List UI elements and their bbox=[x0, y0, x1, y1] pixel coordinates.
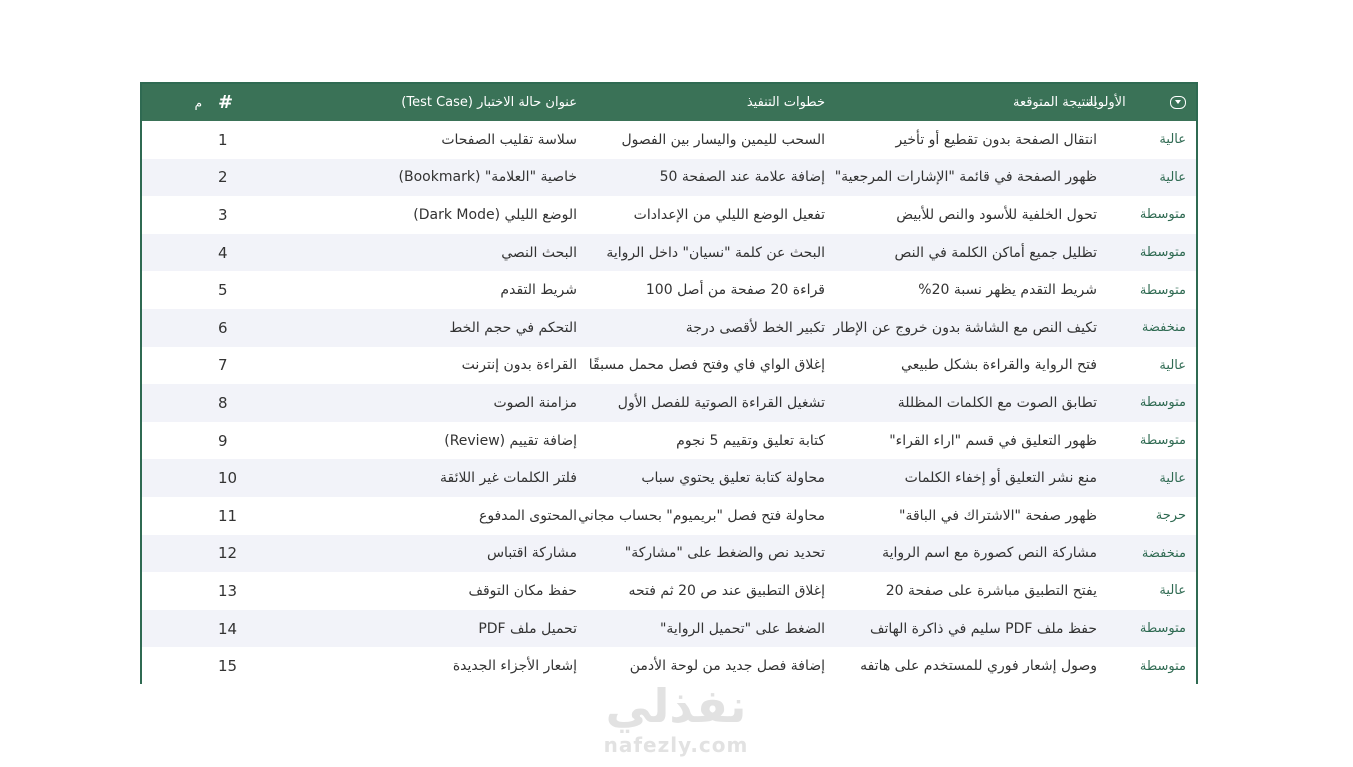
cell-steps: إغلاق التطبيق عند ص 20 ثم فتحه bbox=[628, 582, 825, 599]
cell-title: مشاركة اقتباس bbox=[486, 545, 577, 562]
cell-expected: يفتح التطبيق مباشرة على صفحة 20 bbox=[885, 582, 1097, 599]
cell-num: 4 bbox=[218, 243, 228, 262]
cell-num: 11 bbox=[218, 506, 238, 525]
cell-num: 12 bbox=[218, 544, 238, 563]
cell-expected: حفظ ملف PDF سليم في ذاكرة الهاتف bbox=[869, 620, 1097, 637]
cell-title: حفظ مكان التوقف bbox=[468, 582, 577, 599]
table-row bbox=[142, 347, 1196, 385]
header-priority-label: الأولوية bbox=[1087, 95, 1126, 110]
cell-expected: تحول الخلفية للأسود والنص للأبيض bbox=[896, 206, 1097, 223]
test-cases-table bbox=[140, 82, 1198, 684]
cell-priority: عالية bbox=[1159, 169, 1186, 185]
cell-num: 5 bbox=[218, 281, 228, 300]
cell-num: 13 bbox=[218, 581, 238, 600]
table-row bbox=[142, 121, 1196, 159]
cell-steps: إضافة فصل جديد من لوحة الأدمن bbox=[629, 658, 825, 675]
watermark bbox=[596, 678, 756, 756]
cell-steps: السحب لليمين واليسار بين الفصول bbox=[621, 131, 825, 148]
table-row bbox=[142, 234, 1196, 272]
cell-steps: كتابة تعليق وتقييم 5 نجوم bbox=[676, 432, 825, 449]
table-row bbox=[142, 572, 1196, 610]
cell-priority: متوسطة bbox=[1139, 282, 1186, 298]
cell-priority: متوسطة bbox=[1139, 245, 1186, 261]
cell-priority: متوسطة bbox=[1139, 433, 1186, 449]
cell-num: 10 bbox=[218, 469, 238, 488]
cell-priority: عالية bbox=[1159, 132, 1186, 148]
watermark-latin: nafezly.com bbox=[603, 733, 749, 757]
cell-m bbox=[142, 647, 212, 685]
header-priority[interactable] bbox=[1087, 84, 1196, 121]
table-body bbox=[142, 121, 1196, 685]
cell-priority: متوسطة bbox=[1139, 621, 1186, 637]
cell-m bbox=[142, 384, 212, 422]
table-row bbox=[142, 309, 1196, 347]
cell-title: إشعار الأجزاء الجديدة bbox=[452, 658, 577, 675]
cell-m bbox=[142, 309, 212, 347]
cell-expected: ظهور صفحة "الاشتراك في الباقة" bbox=[899, 507, 1097, 524]
cell-priority: متوسطة bbox=[1139, 658, 1186, 674]
cell-steps: تحديد نص والضغط على "مشاركة" bbox=[624, 545, 825, 562]
header-expected[interactable]: النتيجة المتوقعة bbox=[1012, 95, 1097, 110]
cell-priority: عالية bbox=[1159, 470, 1186, 486]
header-title[interactable]: عنوان حالة الاختبار (Test Case) bbox=[401, 95, 577, 110]
cell-expected: تطابق الصوت مع الكلمات المظللة bbox=[897, 394, 1097, 411]
cell-steps: تشغيل القراءة الصوتية للفصل الأول bbox=[617, 394, 825, 411]
cell-m bbox=[142, 572, 212, 610]
cell-title: فلتر الكلمات غير اللائقة bbox=[440, 470, 577, 487]
cell-m bbox=[142, 196, 212, 234]
cell-steps: قراءة 20 صفحة من أصل 100 bbox=[645, 282, 825, 299]
cell-title: إضافة تقييم (Review) bbox=[444, 432, 577, 449]
table-row bbox=[142, 196, 1196, 234]
cell-m bbox=[142, 459, 212, 497]
cell-expected: شريط التقدم يظهر نسبة 20% bbox=[918, 282, 1097, 299]
cell-title: المحتوى المدفوع bbox=[478, 507, 577, 524]
header-num[interactable]: # bbox=[218, 92, 234, 113]
cell-title: القراءة بدون إنترنت bbox=[461, 357, 577, 374]
table-row bbox=[142, 535, 1196, 573]
cell-priority: عالية bbox=[1159, 583, 1186, 599]
header-row bbox=[142, 84, 1196, 121]
cell-m bbox=[142, 159, 212, 197]
cell-num: 6 bbox=[218, 318, 228, 337]
cell-steps: إغلاق الواي فاي وفتح فصل محمل مسبقًا bbox=[588, 357, 825, 374]
table-row bbox=[142, 610, 1196, 648]
cell-num: 9 bbox=[218, 431, 228, 450]
cell-num: 3 bbox=[218, 205, 228, 224]
cell-priority: عالية bbox=[1159, 357, 1186, 373]
cell-expected: مشاركة النص كصورة مع اسم الرواية bbox=[882, 545, 1097, 562]
table-row bbox=[142, 384, 1196, 422]
table-row bbox=[142, 159, 1196, 197]
cell-num: 14 bbox=[218, 619, 238, 638]
cell-m bbox=[142, 121, 212, 159]
cell-num: 15 bbox=[218, 657, 238, 676]
cell-title: البحث النصي bbox=[501, 244, 577, 261]
table bbox=[142, 84, 1196, 685]
cell-m bbox=[142, 234, 212, 272]
cell-title: مزامنة الصوت bbox=[493, 394, 577, 411]
cell-title: خاصية "العلامة" (Bookmark) bbox=[398, 169, 577, 186]
cell-priority: متوسطة bbox=[1139, 207, 1186, 223]
cell-m bbox=[142, 535, 212, 573]
cell-priority: حرجة bbox=[1155, 508, 1186, 524]
cell-num: 8 bbox=[218, 393, 228, 412]
cell-priority: متوسطة bbox=[1139, 395, 1186, 411]
watermark-arabic: نفذلي bbox=[605, 679, 747, 733]
cell-title: الوضع الليلي (Dark Mode) bbox=[413, 206, 577, 223]
cell-title: تحميل ملف PDF bbox=[478, 620, 577, 637]
cell-m bbox=[142, 422, 212, 460]
filter-icon[interactable] bbox=[1170, 96, 1186, 109]
cell-steps: محاولة فتح فصل "بريميوم" بحساب مجاني bbox=[578, 507, 825, 524]
cell-expected: فتح الرواية والقراءة بشكل طبيعي bbox=[901, 357, 1097, 374]
cell-m bbox=[142, 271, 212, 309]
table-row bbox=[142, 271, 1196, 309]
cell-num: 7 bbox=[218, 356, 228, 375]
cell-expected: منع نشر التعليق أو إخفاء الكلمات bbox=[904, 470, 1097, 487]
cell-steps: إضافة علامة عند الصفحة 50 bbox=[659, 169, 825, 186]
cell-steps: تكبير الخط لأقصى درجة bbox=[685, 319, 825, 336]
cell-expected: وصول إشعار فوري للمستخدم على هاتفه bbox=[860, 658, 1097, 675]
table-row bbox=[142, 497, 1196, 535]
cell-steps: محاولة كتابة تعليق يحتوي سباب bbox=[641, 470, 825, 487]
cell-title: شريط التقدم bbox=[500, 282, 577, 299]
cell-m bbox=[142, 347, 212, 385]
cell-m bbox=[142, 610, 212, 648]
cell-title: سلاسة تقليب الصفحات bbox=[441, 131, 577, 148]
cell-expected: تكيف النص مع الشاشة بدون خروج عن الإطار bbox=[833, 319, 1097, 336]
cell-expected: انتقال الصفحة بدون تقطيع أو تأخير bbox=[895, 131, 1097, 148]
cell-steps: تفعيل الوضع الليلي من الإعدادات bbox=[633, 206, 825, 223]
cell-num: 2 bbox=[218, 168, 228, 187]
cell-priority: منخفضة bbox=[1141, 320, 1186, 336]
header-steps[interactable]: خطوات التنفيذ bbox=[746, 95, 825, 110]
cell-priority: منخفضة bbox=[1141, 545, 1186, 561]
cell-title: التحكم في حجم الخط bbox=[449, 319, 577, 336]
cell-m bbox=[142, 497, 212, 535]
table-row bbox=[142, 459, 1196, 497]
table-row bbox=[142, 422, 1196, 460]
cell-expected: ظهور التعليق في قسم "اراء القراء" bbox=[889, 432, 1097, 449]
cell-expected: ظهور الصفحة في قائمة "الإشارات المرجعية" bbox=[834, 169, 1097, 186]
header-m[interactable]: م bbox=[194, 95, 202, 110]
cell-steps: البحث عن كلمة "نسيان" داخل الرواية bbox=[606, 244, 825, 261]
cell-num: 1 bbox=[218, 130, 228, 149]
cell-steps: الضغط على "تحميل الرواية" bbox=[659, 620, 825, 637]
cell-expected: تظليل جميع أماكن الكلمة في النص bbox=[894, 244, 1097, 261]
